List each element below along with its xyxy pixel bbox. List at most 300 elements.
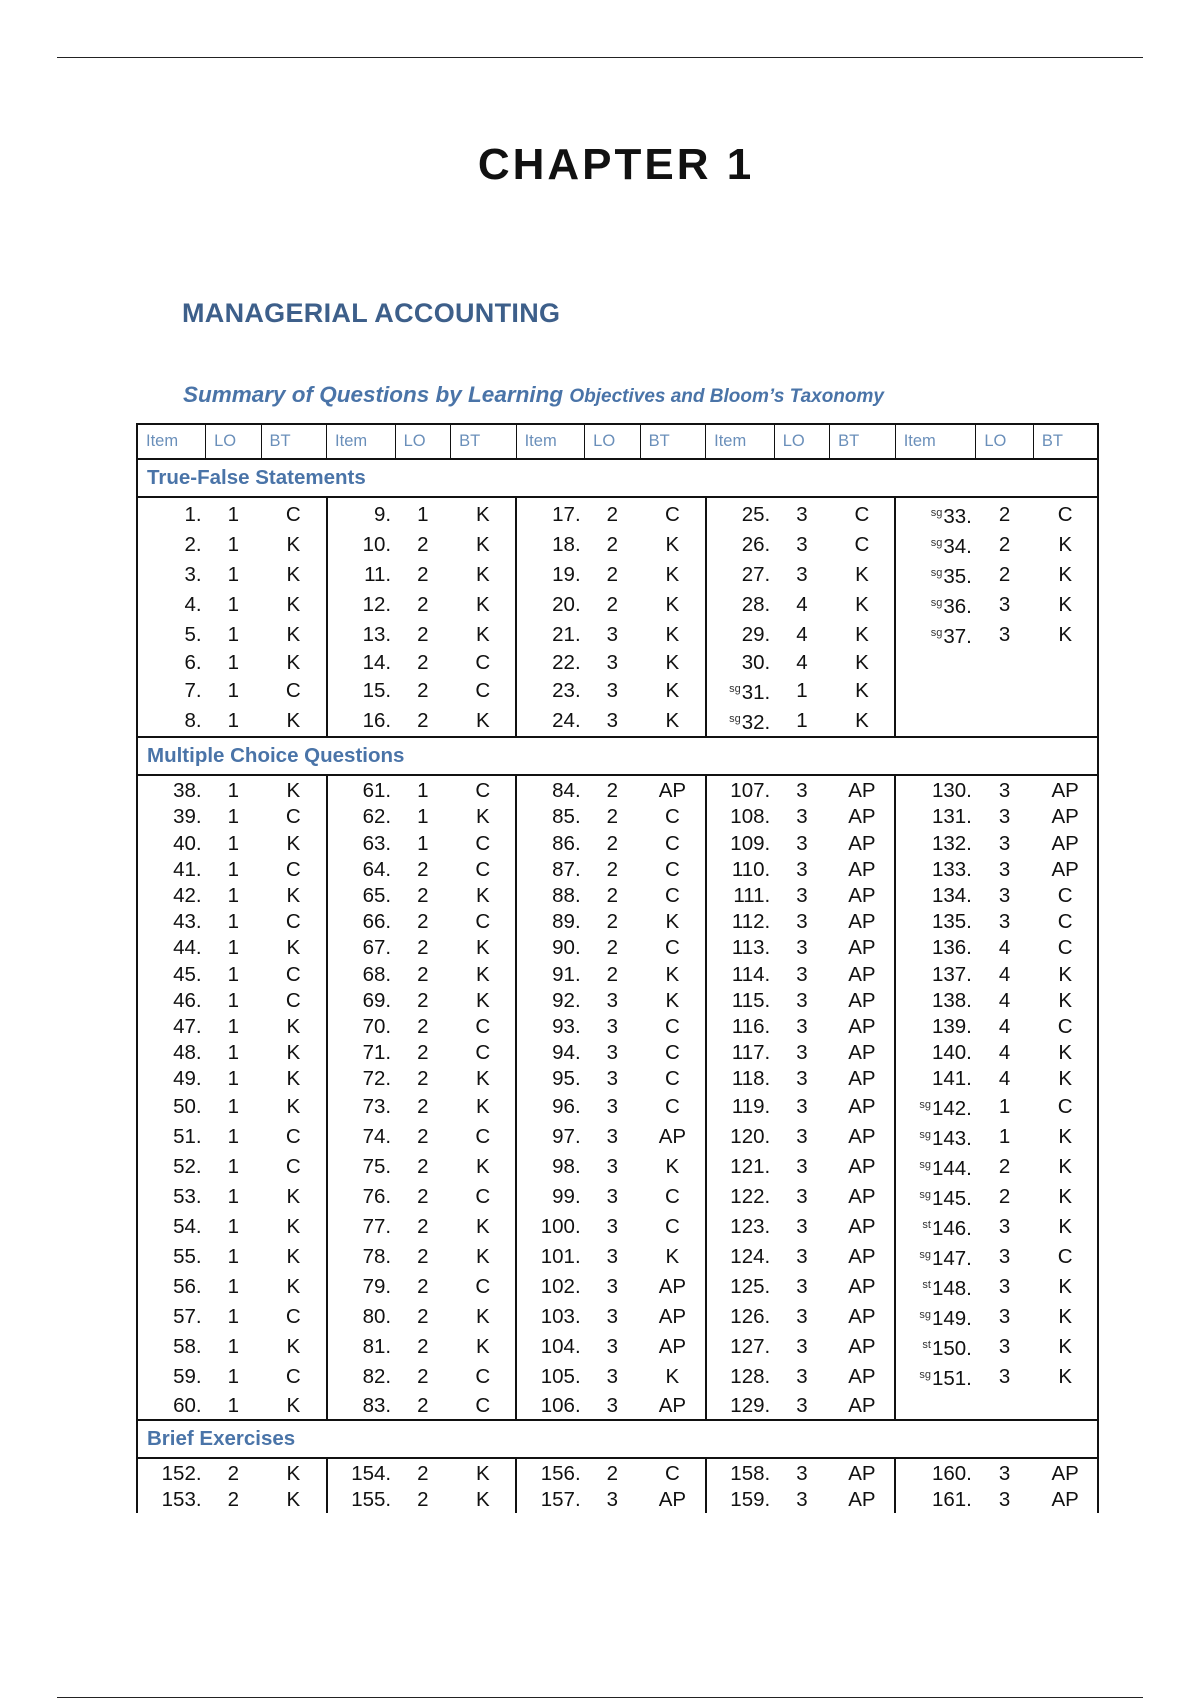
item-number: 115. bbox=[706, 988, 775, 1014]
learning-objective: 2 bbox=[606, 533, 619, 556]
learning-objective: 1 bbox=[227, 936, 239, 960]
item-number: 109. bbox=[706, 831, 775, 857]
blooms-level: C bbox=[475, 910, 491, 934]
item-number: 95. bbox=[516, 1066, 585, 1092]
item-number: 56. bbox=[173, 1275, 202, 1299]
learning-objective: 3 bbox=[796, 1185, 808, 1209]
blooms-level: AP bbox=[658, 779, 687, 803]
learning-objective: 3 bbox=[998, 857, 1011, 881]
item-number: 129. bbox=[706, 1392, 775, 1419]
item-number: 40. bbox=[173, 831, 202, 855]
item-number: 66. bbox=[327, 909, 396, 935]
item-number: 59. bbox=[173, 1365, 202, 1389]
item-number: 12. bbox=[327, 590, 396, 620]
source-marker: sg bbox=[930, 597, 943, 609]
learning-objective: 3 bbox=[796, 831, 808, 855]
item-number bbox=[895, 1392, 976, 1419]
learning-objective: 3 bbox=[796, 1335, 808, 1359]
item-number bbox=[895, 530, 976, 560]
item-number: 106. bbox=[516, 1392, 585, 1419]
item-number bbox=[706, 706, 775, 737]
blooms-level: K bbox=[286, 533, 301, 556]
learning-objective: 2 bbox=[417, 988, 429, 1012]
blooms-level: C bbox=[475, 651, 491, 675]
item-number bbox=[895, 1212, 976, 1242]
item-number: 133. bbox=[895, 857, 976, 883]
blooms-level: K bbox=[475, 1461, 490, 1485]
learning-objective: 3 bbox=[796, 563, 808, 586]
learning-objective: 2 bbox=[417, 1095, 429, 1119]
item-number: 42. bbox=[173, 884, 202, 908]
blooms-level: C bbox=[854, 503, 870, 526]
learning-objective: 3 bbox=[774, 1392, 829, 1419]
item-number bbox=[895, 1272, 976, 1302]
blooms-level: AP bbox=[848, 962, 876, 986]
item-number: 124. bbox=[706, 1242, 775, 1272]
blooms-level: AP bbox=[848, 1014, 876, 1038]
blooms-level: K bbox=[286, 1275, 301, 1299]
table-row bbox=[137, 962, 1098, 988]
blooms-level: K bbox=[1058, 1365, 1072, 1389]
blooms-level: C bbox=[664, 1067, 680, 1091]
blooms-level: K bbox=[286, 1215, 301, 1239]
learning-objective: 1 bbox=[227, 1275, 239, 1299]
blooms-level: C bbox=[1057, 1095, 1073, 1119]
blooms-level: AP bbox=[830, 1392, 896, 1419]
item-number: 65. bbox=[327, 883, 396, 909]
blooms-level: AP bbox=[658, 1305, 687, 1329]
learning-objective: 2 bbox=[998, 1155, 1011, 1179]
item-number: 39. bbox=[173, 805, 202, 829]
learning-objective: 3 bbox=[606, 1275, 619, 1299]
blooms-level: AP bbox=[848, 1275, 876, 1299]
learning-objective: 4 bbox=[796, 623, 808, 646]
blooms-level: K bbox=[1058, 623, 1072, 646]
blooms-level: K bbox=[1058, 988, 1072, 1012]
item-number: 91. bbox=[516, 962, 585, 988]
item-number: 19. bbox=[516, 560, 585, 590]
table-row bbox=[137, 1014, 1098, 1040]
item-number: 113. bbox=[706, 935, 775, 961]
table-row bbox=[137, 1242, 1098, 1272]
item-number bbox=[895, 1302, 976, 1332]
item-number: 72. bbox=[327, 1066, 396, 1092]
item-number: 89. bbox=[516, 909, 585, 935]
item-number: 45. bbox=[173, 962, 202, 986]
item-number: 116. bbox=[706, 1014, 775, 1040]
blooms-level: AP bbox=[1051, 1487, 1079, 1511]
summary-title bbox=[183, 382, 884, 408]
item-number: 52. bbox=[173, 1155, 202, 1179]
item-number-text: 151. bbox=[931, 1367, 972, 1391]
item-number: 160. bbox=[895, 1458, 976, 1487]
blooms-level: AP bbox=[1051, 805, 1079, 829]
item-number-text: 143. bbox=[931, 1127, 972, 1151]
learning-objective: 2 bbox=[417, 679, 429, 703]
blooms-level: C bbox=[664, 1041, 680, 1065]
blooms-level: K bbox=[1058, 533, 1072, 556]
blooms-level: C bbox=[664, 503, 680, 526]
table-row bbox=[137, 857, 1098, 883]
blooms-level: K bbox=[640, 706, 706, 737]
source-marker: sg bbox=[919, 1309, 931, 1322]
table-row bbox=[137, 1212, 1098, 1242]
blooms-level: C bbox=[285, 679, 301, 703]
learning-objective: 2 bbox=[606, 831, 619, 855]
learning-objective: 3 bbox=[796, 1275, 808, 1299]
item-number-text: 37. bbox=[943, 625, 972, 648]
source-marker: sg bbox=[930, 627, 943, 639]
blooms-level: K bbox=[475, 988, 490, 1012]
learning-objective: 1 bbox=[206, 1392, 261, 1419]
learning-objective: 3 bbox=[796, 1041, 808, 1065]
blooms-level: K bbox=[475, 1155, 490, 1179]
learning-objective: 2 bbox=[998, 533, 1011, 556]
learning-objective: 3 bbox=[606, 1125, 619, 1149]
source-marker: st bbox=[922, 1339, 931, 1352]
learning-objective: 1 bbox=[998, 1095, 1011, 1119]
learning-objective: 3 bbox=[606, 1365, 619, 1389]
item-number-text: 32. bbox=[741, 711, 771, 735]
item-number: 78. bbox=[327, 1242, 396, 1272]
blooms-level: K bbox=[665, 563, 680, 586]
item-number bbox=[895, 650, 976, 676]
blooms-level: C bbox=[285, 805, 301, 829]
item-number: 105. bbox=[516, 1362, 585, 1392]
item-number: 152. bbox=[161, 1461, 202, 1485]
blooms-level: K bbox=[286, 1067, 301, 1091]
learning-objective: 3 bbox=[606, 1185, 619, 1209]
table-row bbox=[137, 590, 1098, 620]
blooms-level: C bbox=[854, 533, 870, 556]
blooms-level: K bbox=[475, 884, 490, 908]
blooms-level: C bbox=[475, 1125, 491, 1149]
learning-objective: 3 bbox=[998, 1275, 1011, 1299]
blooms-level: AP bbox=[658, 1275, 687, 1299]
blooms-level: C bbox=[285, 1125, 301, 1149]
section-heading-row bbox=[137, 737, 1098, 775]
blooms-level: K bbox=[665, 1245, 680, 1269]
item-number: 158. bbox=[706, 1458, 775, 1487]
learning-objective: 2 bbox=[606, 1461, 619, 1485]
learning-objective: 2 bbox=[417, 1125, 429, 1149]
blooms-level: AP bbox=[848, 936, 876, 960]
item-number: 68. bbox=[327, 962, 396, 988]
learning-objective: 1 bbox=[227, 563, 239, 586]
summary-title-main: Summary of Questions by Learning bbox=[183, 382, 564, 407]
source-marker: sg bbox=[919, 1369, 931, 1382]
learning-objective: 2 bbox=[417, 884, 429, 908]
source-marker: sg bbox=[729, 683, 741, 696]
learning-objective: 1 bbox=[227, 1095, 239, 1119]
item-number: 108. bbox=[706, 804, 775, 830]
blooms-level: K bbox=[665, 1365, 680, 1389]
column-header-item: Item bbox=[706, 424, 775, 459]
learning-objective: 2 bbox=[417, 533, 429, 556]
item-number: 28. bbox=[706, 590, 775, 620]
table-row bbox=[137, 1332, 1098, 1362]
blooms-level: C bbox=[285, 857, 301, 881]
item-number: 10. bbox=[327, 530, 396, 560]
item-number-text: 144. bbox=[931, 1157, 972, 1181]
blooms-level: AP bbox=[848, 1215, 876, 1239]
blooms-level bbox=[1033, 706, 1098, 737]
item-number: 22. bbox=[516, 650, 585, 676]
learning-objective: 3 bbox=[585, 1392, 640, 1419]
blooms-level: C bbox=[664, 1461, 680, 1485]
blooms-level: AP bbox=[848, 1095, 876, 1119]
item-number: 8. bbox=[137, 706, 206, 737]
blooms-level: C bbox=[475, 831, 491, 855]
item-number: 134. bbox=[895, 883, 976, 909]
item-number: 104. bbox=[516, 1332, 585, 1362]
learning-objective: 3 bbox=[606, 679, 619, 703]
blooms-level: K bbox=[286, 1185, 301, 1209]
blooms-level: AP bbox=[1051, 831, 1079, 855]
learning-objective: 4 bbox=[998, 1041, 1011, 1065]
column-header-item: Item bbox=[137, 424, 206, 459]
table-row bbox=[137, 935, 1098, 961]
column-header-bt: BT bbox=[830, 424, 896, 459]
learning-objective bbox=[976, 706, 1033, 737]
blooms-level: AP bbox=[848, 1305, 876, 1329]
table-row bbox=[137, 909, 1098, 935]
item-number: 63. bbox=[327, 831, 396, 857]
learning-objective: 2 bbox=[417, 1461, 429, 1485]
learning-objective: 1 bbox=[417, 503, 429, 526]
item-number: 97. bbox=[516, 1122, 585, 1152]
blooms-level: K bbox=[665, 679, 680, 703]
item-number-text: 146. bbox=[931, 1217, 972, 1241]
blooms-level: K bbox=[475, 593, 490, 616]
learning-objective: 1 bbox=[227, 679, 239, 703]
table-row bbox=[137, 1092, 1098, 1122]
source-marker: sg bbox=[930, 507, 943, 519]
blooms-level: AP bbox=[848, 857, 876, 881]
blooms-level: AP bbox=[658, 1487, 687, 1511]
learning-objective: 3 bbox=[606, 1335, 619, 1359]
item-number-text: 147. bbox=[931, 1247, 972, 1271]
item-number: 100. bbox=[516, 1212, 585, 1242]
item-number: 101. bbox=[516, 1242, 585, 1272]
item-number bbox=[895, 1332, 976, 1362]
blooms-level: K bbox=[855, 679, 869, 703]
learning-objective: 2 bbox=[606, 503, 619, 526]
table-row bbox=[137, 775, 1098, 804]
learning-objective: 2 bbox=[417, 936, 429, 960]
blooms-level: K bbox=[1058, 962, 1072, 986]
blooms-level: C bbox=[475, 1041, 491, 1065]
blooms-level: K bbox=[286, 1335, 301, 1359]
blooms-level: K bbox=[286, 831, 301, 855]
item-number: 46. bbox=[173, 988, 202, 1012]
blooms-level: K bbox=[1058, 563, 1072, 586]
blooms-level: C bbox=[475, 1365, 491, 1389]
table-row bbox=[137, 620, 1098, 650]
blooms-level: C bbox=[285, 1305, 301, 1329]
table-row bbox=[137, 1152, 1098, 1182]
blooms-level: AP bbox=[658, 1125, 687, 1149]
learning-objective: 1 bbox=[227, 1245, 239, 1269]
learning-objective: 3 bbox=[998, 831, 1011, 855]
learning-objective: 3 bbox=[796, 1461, 808, 1485]
learning-objective: 4 bbox=[998, 1014, 1011, 1038]
item-number: 13. bbox=[327, 620, 396, 650]
learning-objective: 3 bbox=[796, 884, 808, 908]
item-number-text: 150. bbox=[931, 1337, 972, 1361]
item-number: 82. bbox=[327, 1362, 396, 1392]
source-marker: st bbox=[922, 1279, 931, 1292]
item-number: 3. bbox=[184, 563, 202, 586]
item-number: 98. bbox=[516, 1152, 585, 1182]
learning-objective: 2 bbox=[417, 1245, 429, 1269]
item-number bbox=[895, 1182, 976, 1212]
learning-objective: 3 bbox=[606, 1067, 619, 1091]
learning-objective: 3 bbox=[998, 1215, 1011, 1239]
blooms-level: C bbox=[285, 1365, 301, 1389]
learning-objective: 2 bbox=[417, 1487, 429, 1511]
learning-objective: 1 bbox=[227, 857, 239, 881]
blooms-level: C bbox=[475, 779, 491, 803]
blooms-level: AP bbox=[848, 1365, 876, 1389]
item-number: 92. bbox=[516, 988, 585, 1014]
learning-objective: 3 bbox=[606, 1041, 619, 1065]
item-number: 128. bbox=[706, 1362, 775, 1392]
blooms-level: C bbox=[664, 1014, 680, 1038]
learning-objective: 3 bbox=[606, 651, 619, 675]
learning-objective: 2 bbox=[417, 623, 429, 646]
learning-objective: 1 bbox=[227, 623, 239, 646]
learning-objective: 1 bbox=[206, 706, 261, 737]
blooms-level: K bbox=[286, 1095, 301, 1119]
item-number: 70. bbox=[327, 1014, 396, 1040]
learning-objective: 3 bbox=[606, 1095, 619, 1119]
table-row bbox=[137, 530, 1098, 560]
learning-objective: 3 bbox=[998, 1365, 1011, 1389]
table-row bbox=[137, 1040, 1098, 1066]
learning-objective: 2 bbox=[417, 1275, 429, 1299]
item-number: 159. bbox=[706, 1487, 775, 1513]
item-number: 86. bbox=[516, 831, 585, 857]
learning-objective: 2 bbox=[606, 962, 619, 986]
table-row bbox=[137, 706, 1098, 737]
section-heading-row bbox=[137, 1420, 1098, 1458]
learning-objective: 3 bbox=[796, 1067, 808, 1091]
blooms-level: K bbox=[286, 563, 301, 586]
item-number bbox=[895, 706, 976, 737]
learning-objective: 3 bbox=[796, 779, 808, 803]
blooms-level: K bbox=[665, 593, 680, 616]
item-number: 85. bbox=[516, 804, 585, 830]
blooms-level: K bbox=[665, 533, 680, 556]
blooms-level bbox=[1033, 676, 1098, 706]
item-number: 50. bbox=[173, 1095, 202, 1119]
top-rule bbox=[57, 57, 1143, 58]
blooms-level: K bbox=[286, 1245, 301, 1269]
item-number: 25. bbox=[706, 497, 775, 530]
item-number: 131. bbox=[895, 804, 976, 830]
learning-objective: 3 bbox=[796, 1365, 808, 1389]
item-number: 6. bbox=[184, 651, 202, 675]
learning-objective: 3 bbox=[998, 1335, 1011, 1359]
blooms-level: C bbox=[285, 1155, 301, 1179]
learning-objective: 3 bbox=[606, 988, 619, 1012]
item-number: 5. bbox=[184, 623, 202, 646]
item-number: 103. bbox=[516, 1302, 585, 1332]
learning-objective: 3 bbox=[796, 1155, 808, 1179]
learning-objective: 3 bbox=[796, 962, 808, 986]
learning-objective: 4 bbox=[796, 593, 808, 616]
item-number: 73. bbox=[327, 1092, 396, 1122]
column-header-bt: BT bbox=[640, 424, 706, 459]
learning-objective: 2 bbox=[417, 1067, 429, 1091]
learning-objective: 3 bbox=[998, 593, 1011, 616]
item-number: 23. bbox=[516, 676, 585, 706]
learning-objective: 2 bbox=[417, 593, 429, 616]
column-header-lo: LO bbox=[585, 424, 640, 459]
source-marker: sg bbox=[930, 537, 943, 549]
source-marker: sg bbox=[919, 1099, 931, 1112]
item-number-text: 149. bbox=[931, 1307, 972, 1331]
learning-objective: 3 bbox=[606, 1215, 619, 1239]
learning-objective: 2 bbox=[417, 857, 429, 881]
blooms-level: K bbox=[286, 623, 301, 646]
blooms-level: C bbox=[664, 884, 680, 908]
learning-objective: 1 bbox=[417, 831, 429, 855]
blooms-level: K bbox=[475, 503, 490, 526]
blooms-level: C bbox=[475, 1275, 491, 1299]
item-number: 77. bbox=[327, 1212, 396, 1242]
learning-objective: 3 bbox=[606, 1014, 619, 1038]
item-number-text: 33. bbox=[943, 505, 972, 528]
item-number: 2. bbox=[184, 533, 202, 556]
learning-objective: 2 bbox=[606, 936, 619, 960]
blooms-level: K bbox=[665, 651, 680, 675]
blooms-level: AP bbox=[848, 831, 876, 855]
learning-objective: 4 bbox=[998, 962, 1011, 986]
learning-objective: 2 bbox=[227, 1461, 239, 1485]
column-header-bt: BT bbox=[261, 424, 327, 459]
learning-objective: 3 bbox=[796, 1095, 808, 1119]
item-number: 136. bbox=[895, 935, 976, 961]
blooms-level: K bbox=[855, 623, 869, 646]
item-number bbox=[895, 1362, 976, 1392]
source-marker: sg bbox=[729, 713, 741, 726]
blooms-level: AP bbox=[848, 910, 876, 934]
blooms-level bbox=[1033, 1392, 1098, 1419]
learning-objective bbox=[976, 1392, 1033, 1419]
item-number: 161. bbox=[895, 1487, 976, 1513]
item-number bbox=[895, 1092, 976, 1122]
item-number: 110. bbox=[706, 857, 775, 883]
blooms-level: K bbox=[261, 1392, 327, 1419]
blooms-level: AP bbox=[848, 1245, 876, 1269]
table-row bbox=[137, 988, 1098, 1014]
item-number: 120. bbox=[706, 1122, 775, 1152]
item-number: 4. bbox=[184, 593, 202, 616]
learning-objective: 1 bbox=[227, 533, 239, 556]
item-number: 121. bbox=[706, 1152, 775, 1182]
blooms-level: K bbox=[286, 936, 301, 960]
item-number: 125. bbox=[706, 1272, 775, 1302]
item-number: 61. bbox=[327, 775, 396, 804]
learning-objective: 3 bbox=[585, 706, 640, 737]
learning-objective: 3 bbox=[796, 1305, 808, 1329]
table-row bbox=[137, 883, 1098, 909]
item-number: 41. bbox=[173, 857, 202, 881]
learning-objective: 3 bbox=[796, 988, 808, 1012]
subject-title: MANAGERIAL ACCOUNTING bbox=[182, 298, 561, 328]
